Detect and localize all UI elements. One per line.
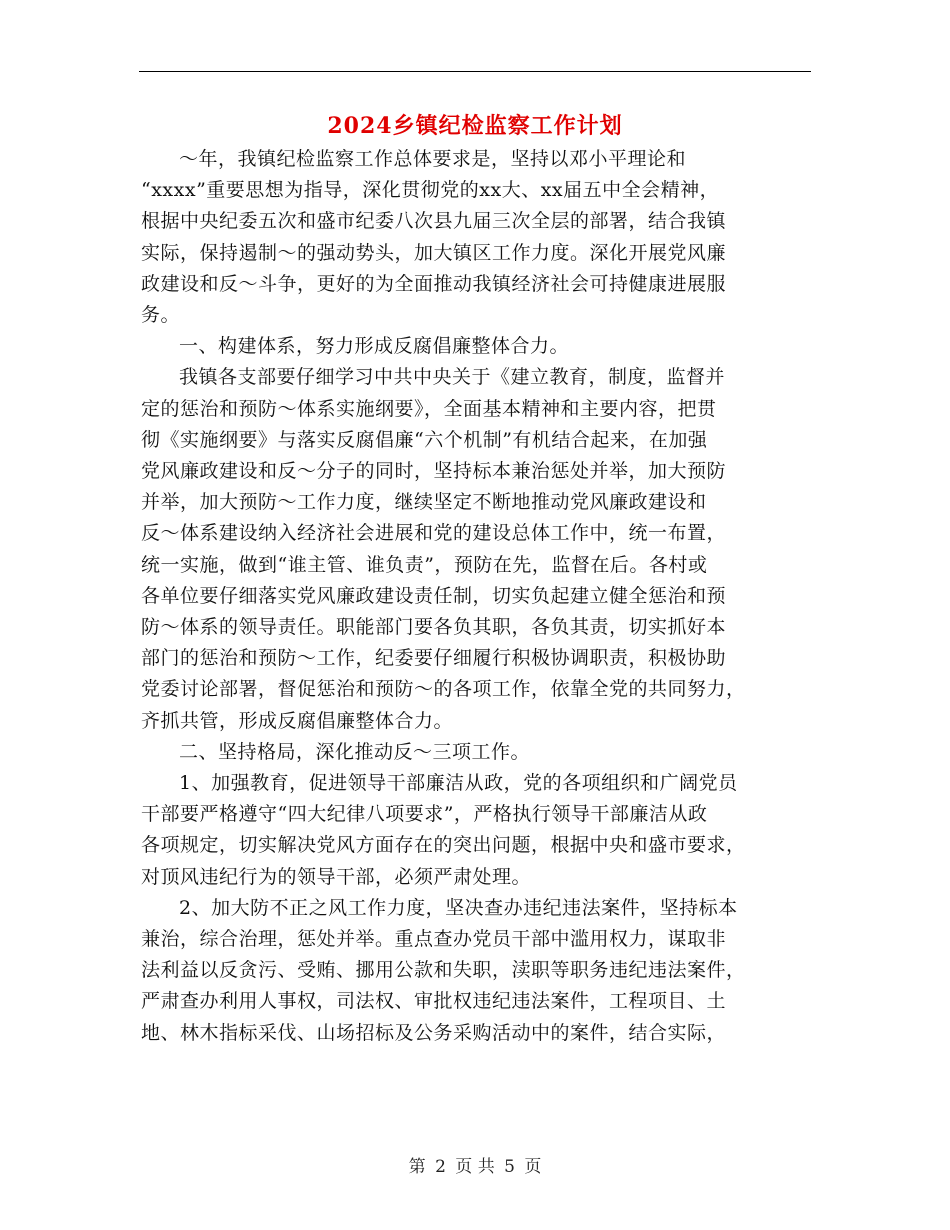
text-line: 干部要严格遵守“四大纪律八项要求”，严格执行领导干部廉洁从政	[141, 803, 708, 826]
header-rule	[139, 71, 811, 72]
text-line: 彻《实施纲要》与落实反腐倡廉“六个机制”有机结合起来，在加强	[141, 428, 708, 451]
footer-page-number: 2	[435, 1157, 446, 1177]
text-line: 定的惩治和预防～体系实施纲要》，全面基本精神和主要内容，把贯	[141, 397, 717, 420]
document-title: 2024乡镇纪检监察工作计划	[327, 113, 623, 139]
text-line: 地、林木指标采伐、山场招标及公务采购活动中的案件，结合实际，	[141, 1021, 727, 1044]
text-line: 我镇各支部要仔细学习中共中央关于《建立教育，制度，监督并	[179, 366, 726, 389]
text-line: ～年，我镇纪检监察工作总体要求是，坚持以邓小平理论和	[179, 148, 687, 170]
text-line: 对顶风违纪行为的领导干部，必须严肃处理。	[141, 865, 532, 888]
text-line: 部门的惩治和预防～工作，纪委要仔细履行积极协调职责，积极协助	[141, 647, 727, 670]
text-line: 政建设和反～斗争，更好的为全面推动我镇经济社会可持健康进展服	[141, 272, 727, 295]
section-heading: 二、坚持格局，深化推动反～三项工作。	[179, 740, 531, 763]
text-line: 2、加大防不正之风工作力度，坚决查办违纪违法案件，坚持标本	[179, 896, 738, 919]
text-line: 防～体系的领导责任。职能部门要各负其职，各负其责，切实抓好本	[141, 616, 727, 639]
text-line: 反～体系建设纳入经济社会进展和党的建设总体工作中，统一布置，	[141, 522, 727, 545]
footer-total-pages: 5	[504, 1157, 515, 1177]
footer-mid: 页 共	[455, 1157, 495, 1177]
text-line: 务。	[141, 304, 181, 327]
text-line: 1、加强教育，促进领导干部廉洁从政，党的各项组织和广阔党员	[179, 772, 738, 795]
document-body	[141, 144, 811, 1049]
footer-prefix: 第	[408, 1157, 426, 1177]
text-line: 各项规定，切实解决党风方面存在的突出问题，根据中央和盛市要求，	[141, 834, 746, 857]
text-line: 并举，加大预防～工作力度，继续坚定不断地推动党风廉政建设和	[141, 491, 707, 514]
text-line: 实际，保持遏制～的强动势头，加大镇区工作力度。深化开展党风廉	[141, 241, 727, 264]
page-footer	[0, 1152, 950, 1177]
text-line: 严肃查办利用人事权，司法权、审批权违纪违法案件，工程项目、土	[141, 990, 727, 1013]
text-line: 法利益以反贪污、受贿、挪用公款和失职，渎职等职务违纪违法案件，	[141, 959, 746, 982]
text-line: 党风廉政建设和反～分子的同时，坚持标本兼治惩处并举，加大预防	[141, 460, 727, 483]
footer-suffix: 页	[524, 1157, 542, 1177]
text-line: 各单位要仔细落实党风廉政建设责任制，切实负起建立健全惩治和预	[141, 584, 727, 607]
text-line: 党委讨论部署，督促惩治和预防～的各项工作，依靠全党的共同努力，	[141, 678, 746, 701]
text-line: 齐抓共管，形成反腐倡廉整体合力。	[141, 709, 454, 732]
section-heading: 一、构建体系，努力形成反腐倡廉整体合力。	[179, 335, 570, 358]
text-line: 兼治，综合治理，惩处并举。重点查办党员干部中滥用权力，谋取非	[141, 928, 727, 951]
text-line: 统一实施，做到“谁主管、谁负责”，预防在先，监督在后。各村或	[141, 553, 708, 576]
text-line: 根据中央纪委五次和盛市纪委八次县九届三次全层的部署，结合我镇	[141, 210, 727, 233]
text-line: “xxxx”重要思想为指导，深化贯彻党的xx大、xx届五中全会精神，	[141, 179, 720, 202]
